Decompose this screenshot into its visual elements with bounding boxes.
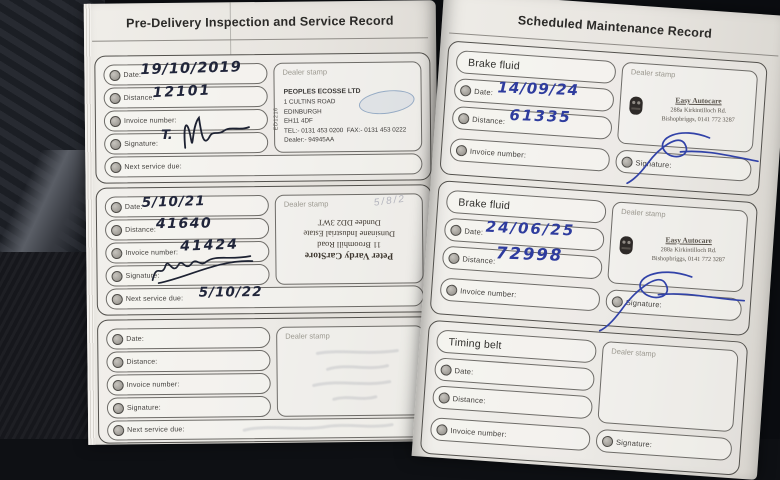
dealer-stamp-peoples-ecosse: PEOPLES ECOSSE LTD 1 CULTINS ROAD EDINBURGH EH11 4DF TEL:- 0131 453 0200 FAX:- 0131 453 0222 Dealer:- 94945AA [283,87,407,144]
field-value-handwritten: T. [161,127,173,144]
field-bullet-icon [112,356,123,367]
dealer-stamp-label: Dealer stamp [282,67,328,77]
field-row-signature [595,429,732,461]
field-bullet-icon [440,364,452,376]
field-value-handwritten: 5/10/21 [141,193,206,211]
bleed-through-date: 5/8/2 [372,193,407,209]
dealer-stamp-label: Dealer stamp [285,331,330,341]
field-row-distance [104,82,268,109]
field-row-signature [615,149,752,181]
field-label: Invoice number: [469,146,527,160]
field-row-invoice [104,109,268,132]
field-bullet-icon [456,144,468,156]
field-bullet-icon [458,112,470,124]
section-title: Brake fluid [457,196,511,212]
dealer-stamp-label: Dealer stamp [630,67,676,80]
dealer-stamp-box [597,341,738,432]
field-label: Date: [123,71,142,79]
bleed-through-scribble [297,344,408,405]
field-bullet-icon [110,92,121,103]
field-bullet-icon [438,392,450,404]
stamp-emblem-icon [628,95,644,116]
field-row-next-service [107,417,425,440]
field-label: Distance: [462,253,496,266]
field-row-invoice [107,373,271,396]
field-row-invoice [439,277,600,311]
field-row-date [103,59,267,86]
field-bullet-icon [602,435,614,447]
field-row-distance [106,350,270,373]
field-bullet-icon [460,84,472,96]
field-label: Invoice number: [459,285,517,299]
field-row-signature [104,127,268,155]
field-label: Signature: [125,272,160,280]
field-bullet-icon [621,156,633,168]
field-label: Distance: [125,226,157,234]
field-value-handwritten: 19/10/2019 [140,59,242,79]
field-bullet-icon [450,224,462,236]
bleed-through-scribble [238,419,398,437]
field-bullet-icon [113,425,124,436]
dark-jacket-background [0,252,100,439]
page-title: Pre-Delivery Inspection and Service Record [126,13,394,31]
field-value-handwritten: 5/10/22 [198,283,263,301]
field-label: Date: [454,365,474,376]
field-label: Next service due: [124,162,182,171]
field-value-handwritten: 72998 [495,243,564,265]
dealer-stamp-label: Dealer stamp [611,346,657,359]
maintenance-entry-box [430,180,759,336]
stamp-side-code: ED1216 [273,107,280,131]
field-bullet-icon [110,161,121,172]
dealer-stamp-box [276,325,425,417]
field-label: Invoice number: [123,116,177,125]
field-label: Signature: [625,297,663,309]
field-bullet-icon [112,333,123,344]
field-label: Distance: [126,358,158,366]
left-page [84,0,441,445]
dealer-stamp-easy-autocare: Easy Autocare 288a Kirkintilloch Rd. Bishopbriggs, 0141 772 3287 [661,95,735,124]
field-row-distance [105,215,269,241]
field-label: Signature: [126,404,161,412]
field-label: Next service due: [127,426,185,434]
field-bullet-icon [112,293,123,304]
dealer-stamp-peter-vardy: Peter Vardy CarStore 11 Broomhill Road Dunsinane Industrial Estate Dundee DD2 3WT [303,218,396,261]
maintenance-entry-box [439,40,768,196]
field-label: Next service due: [125,294,184,303]
dealer-stamp-label: Dealer stamp [620,206,666,219]
field-row-invoice [430,417,591,451]
page-title: Scheduled Maintenance Record [517,13,713,41]
field-bullet-icon [436,424,448,436]
field-label: Distance: [452,393,487,405]
field-bullet-icon [446,284,458,296]
title-rule [92,37,428,42]
field-bullet-icon [109,69,120,80]
field-row-distance [432,385,593,419]
field-label: Date: [464,226,484,237]
service-entry-box [96,184,433,316]
service-entry-box [94,52,431,184]
field-label: Signature: [615,437,653,449]
field-value-handwritten: 41424 [179,236,240,255]
dealer-stamp-box [273,61,422,153]
field-bullet-icon [111,270,122,281]
field-label: Date: [126,335,144,343]
field-bullet-icon [111,247,122,258]
field-label: Distance: [123,94,155,102]
field-label: Date: [124,203,143,211]
field-label: Invoice number: [126,380,180,389]
field-row-next-service [106,285,424,309]
field-row-signature [605,289,742,321]
field-bullet-icon [611,295,623,307]
field-label: Signature: [635,157,673,170]
field-bullet-icon [111,224,122,235]
field-bullet-icon [113,379,124,390]
field-value-handwritten: 61335 [509,105,573,127]
field-row-invoice [105,236,269,264]
field-value-handwritten: 41640 [155,215,213,233]
field-row-date [105,195,269,218]
field-bullet-icon [113,402,124,413]
field-bullet-icon [110,138,121,149]
field-label: Invoice number: [125,248,179,257]
field-row-date [106,327,270,350]
field-value-handwritten: 14/09/24 [497,78,580,100]
dealer-stamp-box [275,193,424,285]
stamp-emblem-icon [618,235,634,256]
field-row-next-service [104,153,422,177]
field-bullet-icon [111,201,122,212]
dealer-stamp-label: Dealer stamp [283,199,329,209]
service-entry-box [97,316,434,444]
field-row-invoice [449,138,610,172]
field-label: Signature: [124,140,159,148]
field-row-distance [442,243,603,280]
section-title: Brake fluid [467,56,521,72]
dealer-stamp-box [617,62,758,153]
right-page [412,0,780,480]
field-bullet-icon [448,252,460,264]
field-label: Distance: [471,114,506,126]
field-value-handwritten: 12101 [152,82,212,102]
field-row-distance [451,106,612,140]
field-label: Invoice number: [450,425,508,439]
dealer-stamp-easy-autocare: Easy Autocare 288a Kirkintilloch Rd. Bishopbriggs, 0141 772 3287 [651,235,726,264]
field-row-signature [107,396,271,419]
maintenance-entry-box [420,320,749,476]
field-label: Date: [473,86,494,97]
field-value-handwritten: 24/06/25 [485,217,576,240]
field-bullet-icon [110,115,121,126]
dealer-stamp-box [607,201,748,292]
section-title: Timing belt [448,335,503,352]
